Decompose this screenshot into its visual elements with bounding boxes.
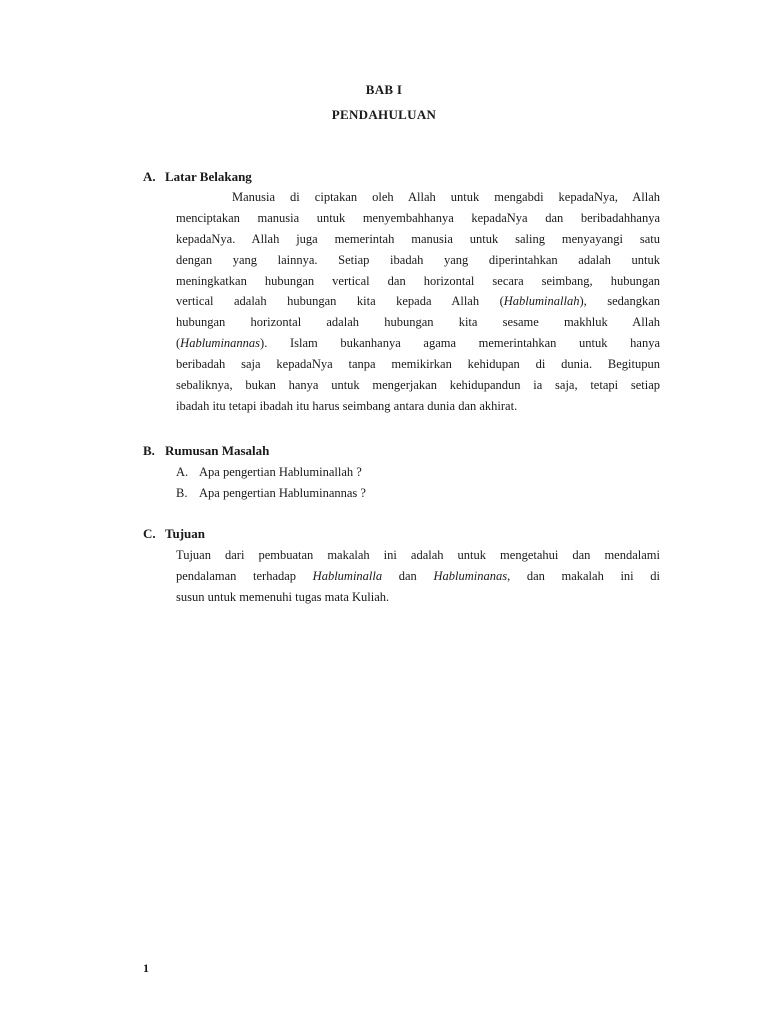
- section-b-title: Rumusan Masalah: [165, 443, 270, 458]
- section-b-heading: [143, 443, 269, 459]
- problem-list: [176, 462, 366, 504]
- page-number: 1: [143, 961, 149, 975]
- section-c-heading: [143, 526, 205, 542]
- paragraph-line: sebaliknya, bukan hanya untuk mengerjakan kehidupandun ia saja, tetapi setiap: [176, 378, 660, 393]
- italic-term: Habluminannas: [180, 336, 261, 351]
- section-a-marker: A.: [143, 169, 156, 184]
- section-b-marker: B.: [143, 443, 155, 458]
- paragraph-line: vertical adalah hubungan kita kepada Allah (Habluminallah), sedangkan: [176, 294, 660, 309]
- list-item: B. Apa pengertian Habluminannas ?: [176, 486, 366, 500]
- paragraph-line: meningkatkan hubungan vertical dan horizontal secara seimbang, hubungan: [176, 273, 660, 288]
- chapter-number: BAB I: [365, 82, 403, 97]
- section-c-paragraph: [176, 545, 660, 608]
- paragraph-line: pendalaman terhadap Habluminalla dan Habluminanas, dan makalah ini di: [176, 568, 660, 583]
- paragraph-line: dengan yang lainnya. Setiap ibadah yang diperintahkan adalah untuk: [176, 252, 660, 267]
- paragraph-line: susun untuk memenuhi tugas mata Kuliah.: [176, 589, 390, 604]
- list-item: A. Apa pengertian Habluminallah ?: [176, 465, 362, 479]
- paragraph-line: hubungan horizontal adalah hubungan kita sesame makhluk Allah: [176, 315, 660, 330]
- italic-term: Habluminalla: [312, 568, 383, 583]
- paragraph-line: beribadah saja kepadaNya tanpa memikirkan kehidupan di dunia. Begitupun: [176, 357, 660, 372]
- paragraph-line: kepadaNya. Allah juga memerintah manusia untuk saling menyayangi satu: [176, 231, 660, 246]
- section-a-heading: [143, 169, 252, 185]
- italic-term: Habluminanas: [433, 568, 508, 583]
- chapter-title: PENDAHULUAN: [331, 107, 437, 122]
- section-a-paragraph: [176, 187, 660, 417]
- section-c-title: Tujuan: [165, 526, 205, 541]
- paragraph-line: (Habluminannas). Islam bukanhanya agama memerintahkan untuk hanya: [176, 336, 660, 351]
- italic-term: Habluminallah: [503, 294, 580, 309]
- section-a-title: Latar Belakang: [165, 169, 252, 184]
- paragraph-line: ibadah itu tetapi ibadah itu harus seimbang antara dunia dan akhirat.: [176, 398, 518, 413]
- section-c-marker: C.: [143, 526, 156, 541]
- paragraph-line: Manusia di ciptakan oleh Allah untuk mengabdi kepadaNya, Allah: [232, 190, 660, 204]
- paragraph-line: menciptakan manusia untuk menyembahhanya kepadaNya dan beribadahhanya: [176, 210, 660, 225]
- paragraph-line: Tujuan dari pembuatan makalah ini adalah untuk mengetahui dan mendalami: [176, 548, 660, 562]
